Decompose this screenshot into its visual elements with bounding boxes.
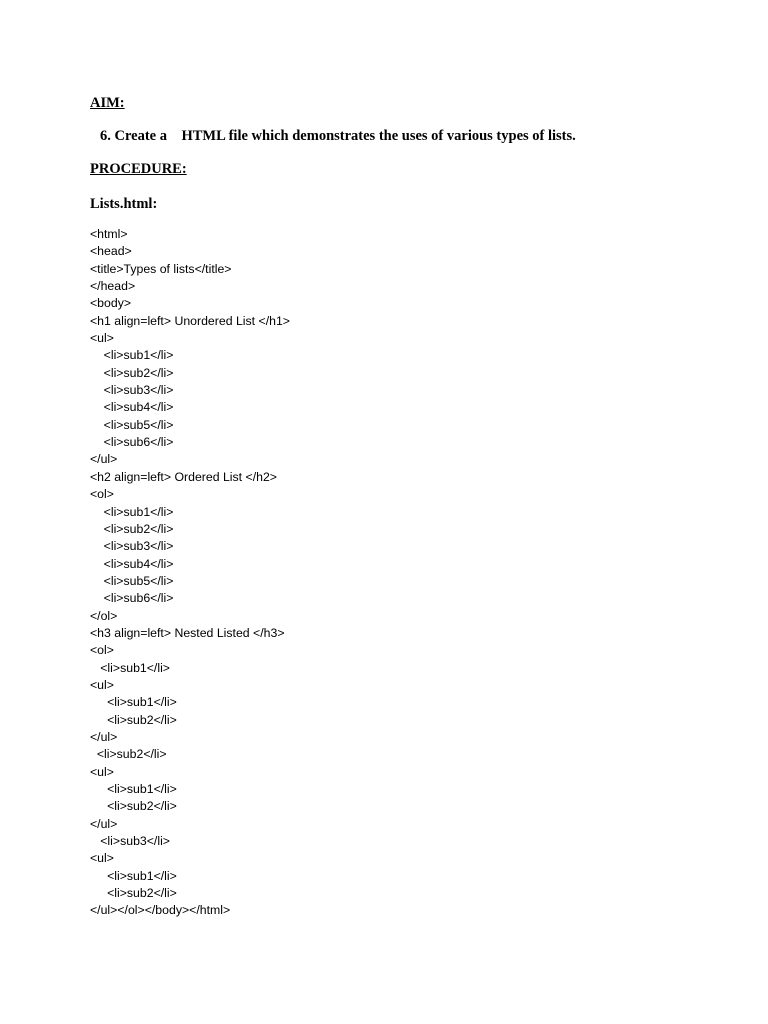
code-line: <title>Types of lists</title> — [90, 261, 232, 276]
code-line: <li>sub5</li> — [90, 417, 174, 432]
code-line: <ul> — [90, 764, 114, 779]
code-line: </ul> — [90, 452, 118, 467]
code-line: <li>sub2</li> — [90, 886, 177, 901]
code-line: <li>sub6</li> — [90, 435, 174, 450]
code-line: <li>sub2</li> — [90, 712, 177, 727]
code-line: <ol> — [90, 643, 114, 658]
code-line: <li>sub2</li> — [90, 365, 174, 380]
code-line: <li>sub1</li> — [90, 782, 177, 796]
code-line: <h2 align=left> Ordered List </h2> — [90, 469, 277, 484]
code-listing — [90, 226, 290, 920]
code-line: <li>sub1</li> — [90, 868, 177, 883]
code-line: <li>sub1</li> — [90, 695, 177, 710]
code-line: <html> — [90, 227, 128, 241]
code-line: <li>sub4</li> — [90, 400, 174, 415]
code-line: <h3 align=left> Nested Listed </h3> — [90, 625, 285, 640]
code-line: <ol> — [90, 487, 114, 502]
code-line: <li>sub1</li> — [90, 348, 174, 363]
code-line: <li>sub1</li> — [90, 660, 170, 675]
aim-item: 6. Create a HTML file which demonstrates the uses of various types of lists. — [100, 128, 576, 144]
code-line: </ul> — [90, 816, 118, 831]
code-line: <li>sub2</li> — [90, 521, 174, 536]
code-line: <li>sub1</li> — [90, 504, 174, 519]
code-line: <ul> — [90, 331, 114, 346]
code-line: <li>sub6</li> — [90, 591, 174, 606]
aim-heading: AIM: — [90, 95, 125, 111]
code-line: <ul> — [90, 851, 114, 866]
procedure-heading: PROCEDURE: — [90, 161, 187, 177]
code-line: </head> — [90, 279, 136, 294]
code-line: </ol> — [90, 608, 118, 623]
file-name: Lists.html: — [90, 196, 158, 212]
code-line: <li>sub2</li> — [90, 799, 177, 814]
code-line: </ul></ol></body></html> — [90, 903, 231, 918]
code-line: <li>sub3</li> — [90, 383, 174, 398]
code-line: <li>sub3</li> — [90, 834, 170, 849]
code-line: <li>sub4</li> — [90, 556, 174, 571]
code-line: <body> — [90, 296, 132, 311]
code-line: </ul> — [90, 729, 118, 744]
code-line: <head> — [90, 244, 132, 259]
code-line: <li>sub5</li> — [90, 573, 174, 588]
code-line: <h1 align=left> Unordered List </h1> — [90, 313, 290, 328]
code-line: <ul> — [90, 677, 114, 692]
code-line: <li>sub3</li> — [90, 539, 174, 554]
code-line: <li>sub2</li> — [90, 747, 167, 762]
